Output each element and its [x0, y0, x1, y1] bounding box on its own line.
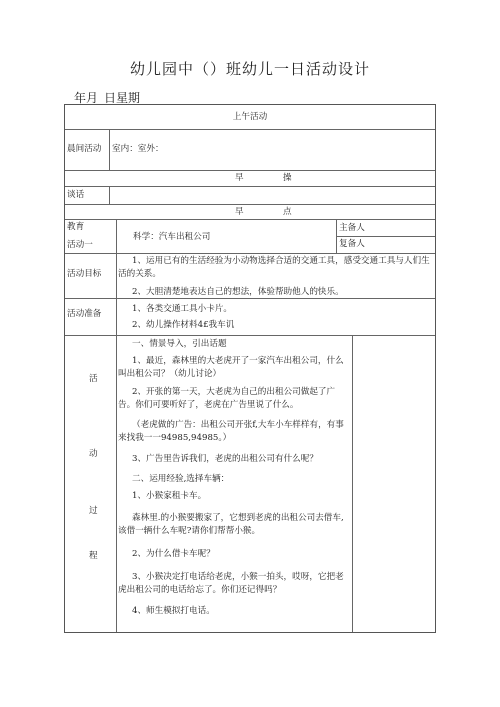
process-step: 森林里.的小猴要搬家了，它想到老虎的出租公司去借车,该借一辆什么车呢?请你们帮帮小猴。: [118, 513, 344, 536]
process-step: 3、广告里告诉我们，老虎的出租公司有什么呢？: [132, 454, 318, 464]
process-step: 1、小猴家租卡车。: [132, 491, 207, 501]
date-line: 年月_日星期: [74, 91, 141, 105]
row-divider: [65, 186, 435, 187]
process-step: 4、师生模拟打电话。: [132, 606, 215, 616]
goals-label: 活动目标: [67, 269, 102, 279]
process-label-char-4: 程: [89, 551, 98, 561]
row-divider: [65, 129, 435, 130]
backup-teacher-label: 复备人: [339, 239, 365, 249]
prep-item-2: 2、幼儿操作材料4£我车讥: [132, 320, 235, 330]
prep-item-1: 1、各类交通工具小卡片。: [132, 304, 232, 314]
exercise-label-2: 操: [283, 173, 292, 183]
row-divider: [65, 335, 435, 336]
row-divider: [65, 253, 435, 254]
col-divider: [109, 186, 110, 204]
prep-label: 活动准备: [67, 309, 102, 319]
exercise-label-1: 早: [235, 173, 244, 183]
row-divider: [65, 219, 435, 220]
process-step: 3、小猴决定打电话给老虎，小猴一拍头，哎呀，它把老虎出租公司的电话给忘了。你们还记得吗？: [118, 572, 344, 595]
snack-label-1: 早: [235, 207, 244, 217]
page-title: 幼儿园中（）班幼儿一日活动设计: [129, 60, 370, 78]
edu-label-1: 教育: [67, 222, 85, 232]
snack-label-2: 点: [283, 207, 292, 217]
process-label-char-1: 活: [89, 374, 98, 384]
row-divider: [65, 170, 435, 171]
process-step: 一、情景导入，引出话题: [132, 339, 227, 349]
activity-table: [64, 104, 436, 633]
process-step: 二、运用经验,选择车辆：: [132, 474, 230, 484]
morning-label: 晨间活动: [67, 144, 102, 154]
process-step: 1、最近，森林里的大老虎开了一家汽车出租公司，什么叫出租公司？（幼儿讨论）: [118, 356, 344, 379]
process-label-char-2: 动: [89, 449, 98, 459]
row-divider: [65, 204, 435, 205]
edu-name: 科学：汽车出租公司: [133, 232, 211, 242]
am-activity-header: 上午活动: [232, 112, 268, 122]
goal-item-2: 2、大胆清楚地表达自己的想法，体验帮助他人的快乐。: [132, 287, 344, 297]
edu-label-2: 活动一: [67, 240, 93, 250]
row-divider: [336, 236, 435, 237]
process-label-char-3: 过: [89, 506, 98, 516]
talk-label: 谈话: [67, 190, 85, 200]
col-divider: [109, 129, 110, 170]
process-step: （老虎做的广告：出租公司开张f,大车小车样样有，有事来找我一一94985,94985。）: [118, 420, 344, 443]
process-step: 2、为什么借卡车呢？: [132, 549, 215, 559]
goal-item-1: 1、运用已有的生活经验为小动物选择合适的交通工具，感受交通工具与人们生活的关系。: [118, 256, 430, 279]
process-step: 2、开张的第一天，大老虎为自己的出租公司做起了广告。你们可要听好了，老虎在广告里说了什么。: [118, 387, 336, 410]
lead-teacher-label: 主备人: [339, 223, 365, 233]
col-divider: [336, 219, 337, 253]
morning-value: 室内：室外：: [112, 144, 164, 154]
col-divider: [352, 335, 353, 632]
col-divider: [116, 219, 117, 632]
